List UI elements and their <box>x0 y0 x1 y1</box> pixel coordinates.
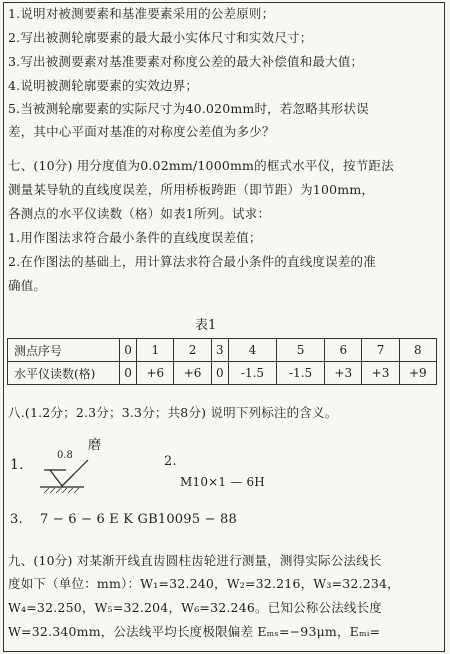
gear-accuracy-designation: 7 − 6 − 6 E K GB10095 − 88 <box>40 512 237 527</box>
q8-sub-2-number: 2. <box>164 454 177 469</box>
q6-item-4: 4.说明被测轮廓要素的实效边界； <box>8 78 199 93</box>
table-cell: 5 <box>277 339 325 362</box>
table-cell: 6 <box>325 339 362 362</box>
table-row-readings <box>8 362 437 385</box>
q6-item-1: 1.说明对被测要素和基准要素采用的公差原则； <box>8 6 275 21</box>
q8-sub-1-number: 1. <box>10 457 24 473</box>
q7-line-3: 各测点的水平仪读数（格）如表1所列。试求： <box>8 206 271 221</box>
thread-designation: M10×1 — 6H <box>180 475 265 489</box>
row-label-points: 测点序号 <box>8 339 120 362</box>
q6-item-5: 5.当被测轮廓要素的实际尺寸为40.020mm时，若忽略其形状误 <box>8 101 369 116</box>
roughness-value: 0.8 <box>57 450 73 461</box>
table-cell: -1.5 <box>277 362 325 385</box>
table-cell: 2 <box>174 339 211 362</box>
table-cell: 0 <box>120 339 137 362</box>
roughness-process-label: 磨 <box>88 438 102 453</box>
q7-line-1: 七、(10分) 用分度值为0.02mm/1000mm的框式水平仪，按节距法 <box>8 158 394 173</box>
q9-line-2: 度如下（单位：mm）：W₁=32.240，W₂=32.216，W₃=32.234， <box>8 576 400 591</box>
q7-line-4: 1.用作图法求符合最小条件的直线度误差值； <box>8 230 262 245</box>
q9-line-1: 九、(10分) 对某渐开线直齿圆柱齿轮进行测量，测得实际公法线长 <box>8 553 382 568</box>
table-cell: 3 <box>211 339 228 362</box>
q7-line-6: 确值。 <box>8 278 47 293</box>
table-cell: +6 <box>174 362 211 385</box>
surface-roughness-symbol <box>40 458 100 498</box>
q6-item-5-cont: 差，其中心平面对基准的对称度公差值为多少？ <box>8 124 275 139</box>
table-cell: +9 <box>399 362 436 385</box>
table-cell: 8 <box>399 339 436 362</box>
q9-line-4: W=32.340mm，公法线平均长度极限偏差 Eₘₛ=−93μm，Eₘᵢ= <box>8 624 381 639</box>
q8-title: 八.(1.2分；2.3分；3.3分；共8分) 说明下列标注的含义。 <box>8 405 338 420</box>
table-row-points <box>8 339 437 362</box>
q9-line-3: W₄=32.250，W₅=32.204，W₆=32.246。已知公称公法线长度 <box>8 600 383 615</box>
table-cell: 0 <box>120 362 137 385</box>
table-cell: 1 <box>137 339 174 362</box>
table-cell: +3 <box>362 362 399 385</box>
q7-line-2: 测量某导轨的直线度误差，所用桥板跨距（即节距）为100mm， <box>8 182 375 197</box>
readings-table <box>7 338 437 385</box>
table-cell: 0 <box>211 362 228 385</box>
table-caption: 表1 <box>195 318 217 333</box>
table-cell: 4 <box>228 339 276 362</box>
table-cell: -1.5 <box>228 362 276 385</box>
q6-item-2: 2.写出被测轮廓要素的最大最小实体尺寸和实效尺寸； <box>8 30 313 45</box>
q6-item-3: 3.写出被测要素对基准要素对称度公差的最大补偿值和最大值； <box>8 54 364 69</box>
row-label-readings: 水平仪读数(格) <box>8 362 120 385</box>
table-cell: +6 <box>137 362 174 385</box>
q8-sub-3-number: 3. <box>10 512 23 527</box>
table-cell: +3 <box>325 362 362 385</box>
table-cell: 7 <box>362 339 399 362</box>
q7-line-5: 2.在作图法的基础上，用计算法求符合最小条件的直线度误差的准 <box>8 254 376 269</box>
